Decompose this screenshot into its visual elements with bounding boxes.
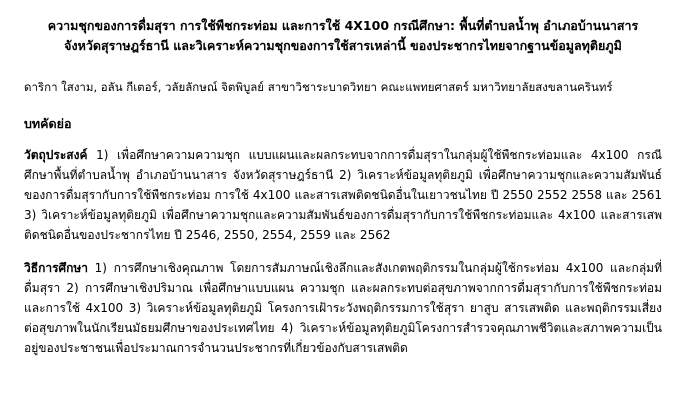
abstract-methods-label: วิธีการศึกษา [24,260,89,275]
abstract-heading: บทคัดย่อ [24,115,72,131]
abstract-objective-text: 1) เพื่อศึกษาความความชุก แบบแผนและผลกระทบจากการดื่มสุราในกลุ่มผู้ใช้พืชกระท่อมและ 4x100 กรณีศึกษาพื้นที่ตำบลน้ำพุ อำเภอบ้านนาสาร จังหวัดสุราษฎร์ธานี 2) วิเคราะห์ข้อมูลทุติยภูมิ เพื่อศึกษาความชุกและความสัมพันธ์ของการดื่มสุรากับการใช้พืชกระท่อม การใช้ 4x100 และสารเสพติดชนิดอื่นในเยาวชนไทย ปี 2550 2552 2558 และ 2561 3) วิเคราะห์ข้อมูลทุติยภูมิ เพื่อศึกษาความชุกและความสัมพันธ์ของการดื่มสุรากับการใช้พืชกระท่อมและ 4x100 และสารเสพติดชนิดอื่นของประชากรไทย ปี 2546, 2550, 2554, 2559 และ 2562 [24,147,662,243]
abstract-objective-paragraph [22,145,664,246]
author-list: ดาริกา ใสงาม, อลัน กีเตอร์, วลัยลักษณ์ จิตพิบูลย์ สาขาวิชาระบาดวิทยา คณะแพทยศาสตร์ มหาวิทยาลัยสงขลานครินทร์ [24,79,613,94]
abstract-methods-text: 1) การศึกษาเชิงคุณภาพ โดยการสัมภาษณ์เชิงลึกและสังเกตพฤติกรรมในกลุ่มผู้ใช้กระท่อม 4x100 และกลุ่มที่ดื่มสุรา 2) การศึกษาเชิงปริมาณ เพื่อศึกษาแบบแผน ความชุก และผลกระทบต่อสุขภาพจากการดื่มสุรากับการใช้พืชกระท่อม และการใช้ 4x100 3) วิเคราะห์ข้อมูลทุติยภูมิ โครงการเฝ้าระวังพฤติกรรมการใช้สุรา ยาสูบ สารเสพติด และพฤติกรรมเสี่ยงต่อสุขภาพในนักเรียนมัธยมศึกษาของประเทศไทย 4) วิเคราะห์ข้อมูลทุติยภูมิโครงการสำรวจคุณภาพชีวิตและสภาพความเป็นอยู่ของประชาชนเพื่อประมาณการจำนวนประชากรที่เกี่ยวข้องกับสารเสพติด [24,260,662,356]
abstract-methods-paragraph [22,258,664,359]
abstract-objective-label: วัตถุประสงค์ [24,147,88,162]
page-title: ความชุกของการดื่มสุรา การใช้พืชกระท่อม และการใช้ 4X100 กรณีศึกษา: พื้นที่ตำบลน้ำพุ อำเภอบ้านนาสาร จังหวัดสุราษฎร์ธานี และวิเคราะห์ความชุกของการใช้สารเหล่านี้ ของประชากรไทยจากฐานข้อมูลทุติยภูมิ [47,18,639,54]
